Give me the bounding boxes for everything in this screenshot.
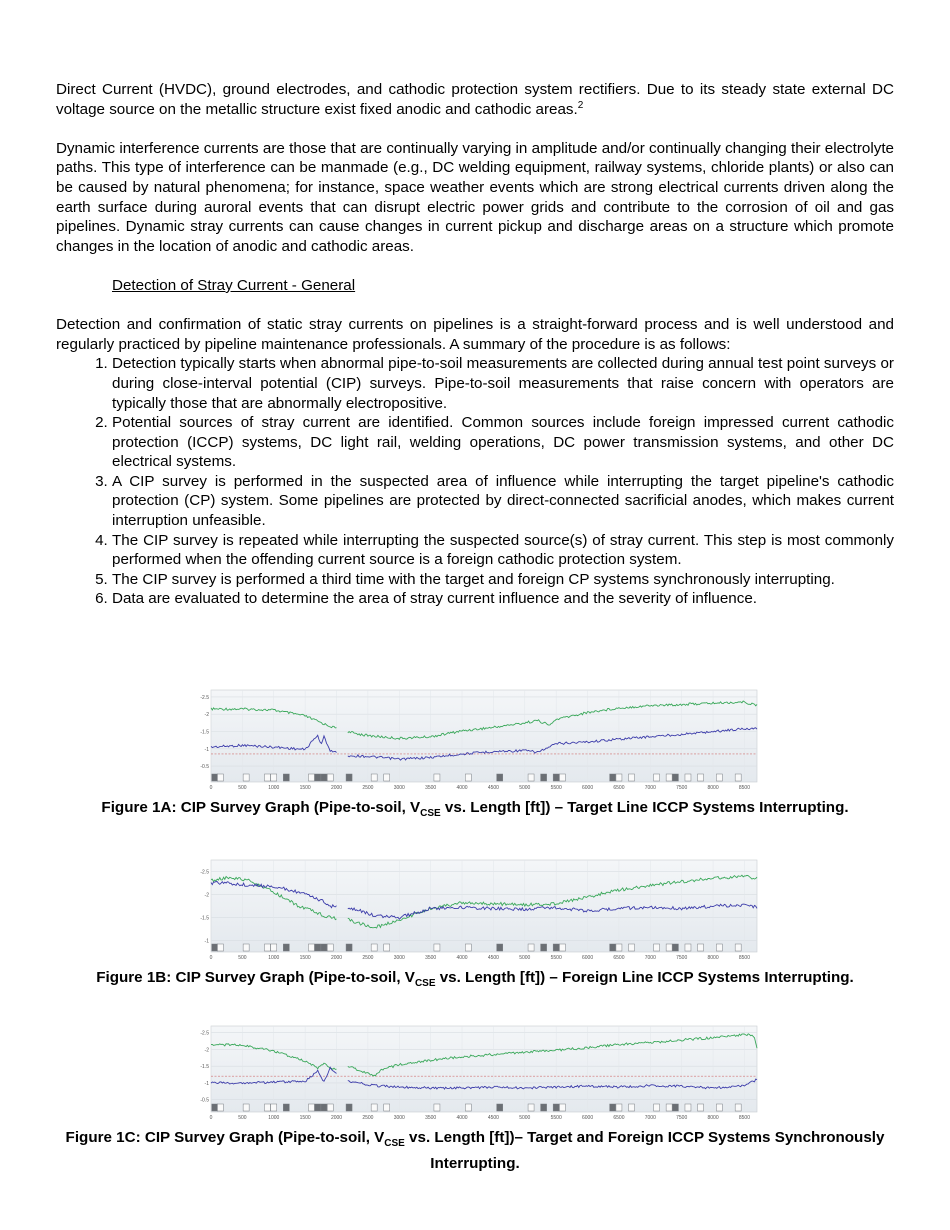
test-point-marker	[308, 944, 314, 951]
test-point-marker	[628, 774, 634, 781]
test-point-marker	[327, 774, 333, 781]
figure-1a-caption	[60, 798, 890, 824]
test-point-marker	[434, 1104, 440, 1111]
test-point-marker	[346, 944, 352, 951]
test-point-marker	[371, 944, 377, 951]
figure-1c-caption	[60, 1128, 890, 1173]
x-tick-label: 5500	[550, 785, 562, 791]
test-point-marker	[371, 774, 377, 781]
test-point-marker	[685, 1104, 691, 1111]
test-point-marker	[716, 1104, 722, 1111]
footnote-ref: 2	[577, 99, 584, 111]
paragraph-1-text: Direct Current (HVDC), ground electrodes, and cathodic protection system rectifiers. Due to its steady state external DC voltage source on the metallic structure exist fixed anodic and cathodic areas.	[56, 81, 894, 118]
x-tick-label: 500	[238, 785, 247, 791]
x-tick-label: 6000	[581, 955, 594, 961]
test-point-marker	[434, 944, 440, 951]
x-tick-label: 3000	[393, 955, 405, 961]
test-point-marker	[698, 1104, 704, 1111]
test-point-marker	[217, 774, 223, 781]
x-tick-label: 4500	[487, 1115, 499, 1121]
x-tick-label: 4000	[456, 785, 468, 791]
x-tick-label: 1500	[299, 1115, 311, 1121]
x-tick-label: 4500	[487, 955, 499, 961]
caption-subscript: CSE	[384, 1138, 405, 1150]
test-point-marker	[465, 774, 471, 781]
x-tick-label: 1500	[299, 785, 311, 791]
test-point-marker	[685, 944, 691, 951]
test-point-marker	[497, 774, 503, 781]
test-point-marker	[271, 944, 277, 951]
test-point-marker	[685, 774, 691, 781]
test-point-marker	[315, 1104, 321, 1111]
caption-text: Figure 1A: CIP Survey Graph (Pipe-to-soil, V	[101, 799, 421, 816]
test-point-marker	[559, 944, 565, 951]
list-item: 6. Data are evaluated to determine the area of stray current influence and the severity of influence.	[112, 589, 894, 609]
test-point-marker	[559, 1104, 565, 1111]
test-point-marker	[346, 774, 352, 781]
test-point-marker	[384, 774, 390, 781]
x-tick-label: 2000	[330, 1115, 343, 1121]
x-tick-label: 2000	[330, 785, 343, 791]
test-point-marker	[283, 1104, 289, 1111]
caption-text: vs. Length [ft]) – Foreign Line ICCP Systems Interrupting.	[435, 969, 854, 986]
test-point-marker	[672, 774, 678, 781]
test-point-marker	[327, 1104, 333, 1111]
test-point-marker	[654, 774, 660, 781]
paragraph-1	[56, 80, 894, 119]
x-tick-label: 6500	[613, 1115, 625, 1121]
x-tick-label: 8500	[738, 785, 751, 791]
test-point-marker	[541, 1104, 547, 1111]
y-tick-label: -2	[204, 892, 209, 899]
test-point-marker	[616, 1104, 622, 1111]
test-point-marker	[553, 1104, 559, 1111]
x-tick-label: 1000	[268, 1115, 280, 1121]
test-point-marker	[315, 944, 321, 951]
test-point-marker	[465, 944, 471, 951]
test-point-marker	[271, 1104, 277, 1111]
y-tick-label: -0.5	[200, 1097, 209, 1104]
test-point-marker	[346, 1104, 352, 1111]
x-tick-label: 4000	[456, 1115, 468, 1121]
x-tick-label: 500	[238, 955, 247, 961]
x-tick-label: 3500	[425, 955, 437, 961]
x-tick-label: 1000	[268, 785, 280, 791]
test-point-marker	[271, 774, 277, 781]
test-point-marker	[666, 1104, 672, 1111]
figure-1a-chart	[195, 688, 760, 798]
test-point-marker	[528, 944, 534, 951]
test-point-marker	[327, 944, 333, 951]
caption-text: vs. Length [ft]) – Target Line ICCP Systems Interrupting.	[440, 799, 849, 816]
x-tick-label: 5500	[550, 1115, 562, 1121]
test-point-marker	[243, 944, 249, 951]
test-point-marker	[654, 1104, 660, 1111]
x-tick-label: 2500	[362, 785, 374, 791]
test-point-marker	[541, 774, 547, 781]
x-tick-label: 3000	[393, 785, 405, 791]
test-point-marker	[528, 1104, 534, 1111]
test-point-marker	[371, 1104, 377, 1111]
test-point-marker	[735, 944, 741, 951]
x-tick-label: 500	[238, 1115, 247, 1121]
test-point-marker	[264, 944, 270, 951]
test-point-marker	[654, 944, 660, 951]
y-tick-label: -2	[204, 1047, 209, 1054]
test-point-marker	[465, 1104, 471, 1111]
document-body	[56, 80, 894, 609]
test-point-marker	[628, 1104, 634, 1111]
figure-1b-chart	[195, 858, 760, 968]
x-tick-label: 3500	[425, 1115, 437, 1121]
caption-subscript: CSE	[420, 808, 441, 820]
test-point-marker	[497, 1104, 503, 1111]
x-tick-label: 7500	[676, 955, 688, 961]
test-point-marker	[616, 944, 622, 951]
x-tick-label: 1500	[299, 955, 311, 961]
x-tick-label: 8500	[738, 955, 751, 961]
test-point-marker	[384, 944, 390, 951]
test-point-marker	[735, 1104, 741, 1111]
test-point-marker	[315, 774, 321, 781]
section-heading: Detection of Stray Current - General	[112, 276, 356, 294]
y-tick-label: -1	[204, 746, 209, 753]
test-point-marker	[672, 1104, 678, 1111]
x-tick-label: 6500	[613, 955, 625, 961]
x-tick-label: 7500	[676, 1115, 688, 1121]
test-point-marker	[283, 944, 289, 951]
list-item: 2. Potential sources of stray current are identified. Common sources include foreign impressed current cathodic protection (ICCP) systems, DC light rail, welding operations, DC power transmission systems, and other DC electrical systems.	[112, 413, 894, 472]
test-point-marker	[264, 774, 270, 781]
caption-subscript: CSE	[414, 978, 436, 990]
test-point-marker	[384, 1104, 390, 1111]
test-point-marker	[212, 774, 218, 781]
test-point-marker	[628, 944, 634, 951]
y-tick-label: -2	[204, 712, 209, 719]
test-point-marker	[610, 774, 616, 781]
y-tick-label: -1.5	[200, 915, 209, 922]
test-point-marker	[672, 944, 678, 951]
figure-1c-chart	[195, 1024, 760, 1128]
y-tick-label: -1	[204, 1080, 209, 1087]
test-point-marker	[735, 774, 741, 781]
test-point-marker	[610, 1104, 616, 1111]
x-tick-label: 0	[209, 1115, 213, 1121]
test-point-marker	[434, 774, 440, 781]
x-tick-label: 6500	[613, 785, 625, 791]
test-point-marker	[616, 774, 622, 781]
x-tick-label: 5500	[550, 955, 562, 961]
x-tick-label: 0	[209, 785, 213, 791]
paragraph-3: Detection and confirmation of static stray currents on pipelines is a straight-forward process and is well understood and regularly practiced by pipeline maintenance professionals. A summary of the procedure is as follows:	[56, 316, 894, 353]
plot-area	[211, 860, 757, 952]
x-tick-label: 4500	[487, 785, 499, 791]
plot-area	[211, 1026, 757, 1112]
x-tick-label: 6000	[581, 785, 594, 791]
figure-1b-caption	[60, 968, 890, 994]
y-tick-label: -1	[204, 938, 209, 945]
test-point-marker	[528, 774, 534, 781]
test-point-marker	[610, 944, 616, 951]
test-point-marker	[666, 774, 672, 781]
x-tick-label: 7000	[644, 785, 656, 791]
y-tick-label: -2.5	[200, 1030, 209, 1037]
test-point-marker	[553, 944, 559, 951]
x-tick-label: 1000	[268, 955, 280, 961]
x-tick-label: 5000	[519, 785, 531, 791]
x-tick-label: 7000	[644, 1115, 656, 1121]
test-point-marker	[666, 944, 672, 951]
procedure-list	[56, 354, 894, 609]
test-point-marker	[243, 774, 249, 781]
x-tick-label: 4000	[456, 955, 468, 961]
test-point-marker	[553, 774, 559, 781]
test-point-marker	[321, 1104, 327, 1111]
y-tick-label: -2.5	[200, 694, 209, 701]
x-tick-label: 7000	[644, 955, 656, 961]
x-tick-label: 8500	[738, 1115, 751, 1121]
x-tick-label: 2000	[330, 955, 343, 961]
y-tick-label: -1.5	[200, 1064, 209, 1071]
test-point-marker	[698, 944, 704, 951]
x-tick-label: 3000	[393, 1115, 405, 1121]
y-tick-label: -2.5	[200, 869, 209, 876]
test-point-marker	[541, 944, 547, 951]
x-tick-label: 3500	[425, 785, 437, 791]
test-point-marker	[321, 944, 327, 951]
caption-text: vs. Length [ft])– Target and Foreign ICCP Systems Synchronously Interrupting.	[404, 1129, 885, 1172]
y-tick-label: -1.5	[200, 729, 209, 736]
paragraph-2: Dynamic interference currents are those that are continually varying in amplitude and/or continually changing their electrolyte paths. This type of interference can be manmade (e.g., DC welding equipment, railway systems, chloride plants) or also can be caused by natural phenomena; for instance, space weather events which are strong electrical currents driven along the earth surface during auroral events that can disrupt electric power grids and contribute to the corrosion of oil and gas pipelines. Dynamic stray currents can cause changes in current pickup and discharge areas on a structure which promote changes in the location of anodic and cathodic areas.	[56, 139, 894, 255]
caption-text: Figure 1C: CIP Survey Graph (Pipe-to-soil, V	[65, 1129, 385, 1146]
x-tick-label: 7500	[676, 785, 688, 791]
test-point-marker	[559, 774, 565, 781]
test-point-marker	[716, 944, 722, 951]
x-tick-label: 2500	[362, 955, 374, 961]
list-item: 5. The CIP survey is performed a third time with the target and foreign CP systems synchronously interrupting.	[112, 570, 894, 590]
x-tick-label: 2500	[362, 1115, 374, 1121]
list-item: 3. A CIP survey is performed in the suspected area of influence while interrupting the target pipeline's cathodic protection (CP) system. Some pipelines are protected by direct-connected sacrificial anodes, which makes current interruption unfeasible.	[112, 472, 894, 531]
x-tick-label: 8000	[707, 785, 719, 791]
caption-text: Figure 1B: CIP Survey Graph (Pipe-to-soil, V	[96, 969, 415, 986]
x-tick-label: 8000	[707, 1115, 719, 1121]
test-point-marker	[212, 944, 218, 951]
list-item: 1. Detection typically starts when abnormal pipe-to-soil measurements are collected during annual test point surveys or during close-interval potential (CIP) surveys. Pipe-to-soil measurements that raise concern with operators are typically those that are abnormally electropositive.	[112, 354, 894, 413]
x-tick-label: 5000	[519, 955, 531, 961]
test-point-marker	[243, 1104, 249, 1111]
test-point-marker	[308, 1104, 314, 1111]
x-tick-label: 0	[209, 955, 213, 961]
test-point-marker	[283, 774, 289, 781]
x-tick-label: 6000	[581, 1115, 594, 1121]
x-tick-label: 8000	[707, 955, 719, 961]
test-point-marker	[698, 774, 704, 781]
test-point-marker	[217, 944, 223, 951]
test-point-marker	[217, 1104, 223, 1111]
test-point-marker	[264, 1104, 270, 1111]
test-point-marker	[308, 774, 314, 781]
x-tick-label: 5000	[519, 1115, 531, 1121]
test-point-marker	[212, 1104, 218, 1111]
test-point-marker	[497, 944, 503, 951]
y-tick-label: -0.5	[200, 764, 209, 771]
list-item: 4. The CIP survey is repeated while interrupting the suspected source(s) of stray current. This step is most commonly performed when the offending current source is a foreign cathodic protection system.	[112, 531, 894, 570]
test-point-marker	[321, 774, 327, 781]
test-point-marker	[716, 774, 722, 781]
